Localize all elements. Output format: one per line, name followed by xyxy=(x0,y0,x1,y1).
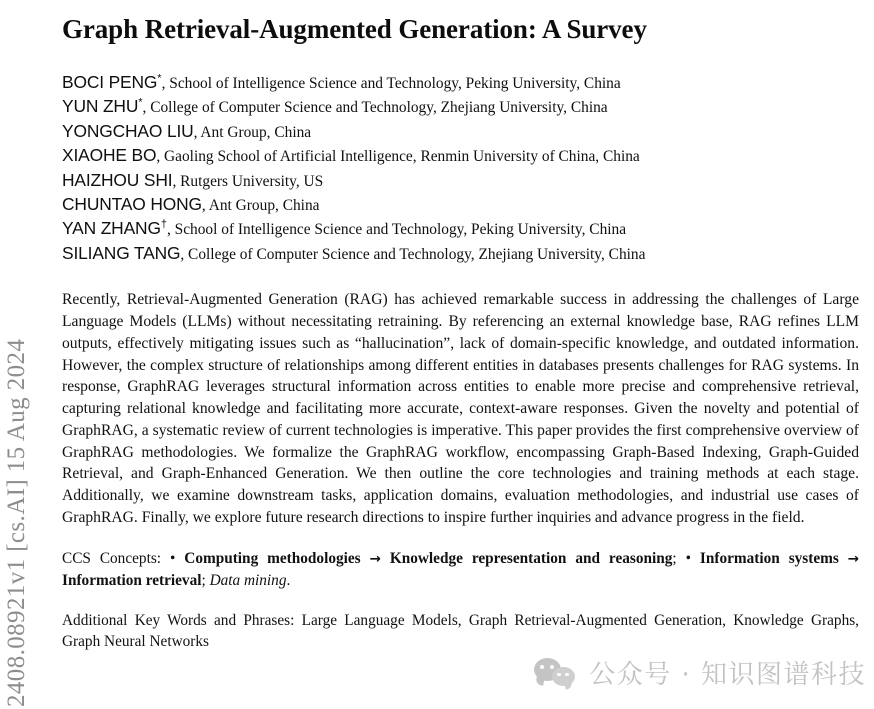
author-affiliation: , Ant Group, China xyxy=(193,123,312,141)
ccs-concepts-paragraph xyxy=(62,548,859,591)
author-affiliation: , Gaoling School of Artificial Intelligence, Renmin University of China, China xyxy=(156,148,640,166)
paper-content-column xyxy=(62,0,862,709)
author-affiliation: , College of Computer Science and Technology, Zhejiang University, China xyxy=(180,245,646,263)
author-name: YUN ZHU xyxy=(62,96,139,117)
ccs-label: CCS Concepts: xyxy=(62,549,162,567)
watermark-text: 公众号 · 知识图谱科技 xyxy=(589,660,866,690)
author-name: HAIZHOU SHI xyxy=(62,169,173,190)
ccs-category: Computing methodologies xyxy=(184,549,361,567)
author-affiliation: , Ant Group, China xyxy=(201,197,320,215)
author-affiliation: , School of Intelligence Science and Technology, Peking University, China xyxy=(166,221,627,239)
ccs-separator: ; xyxy=(672,549,677,567)
arxiv-stamp xyxy=(0,0,37,709)
ccs-bullet: • xyxy=(685,549,691,567)
keywords-paragraph xyxy=(62,610,859,652)
author-line xyxy=(62,95,862,119)
ccs-concept: Knowledge representation and reasoning xyxy=(389,549,673,567)
author-name: SILIANG TANG xyxy=(62,242,181,263)
author-line xyxy=(62,144,862,168)
author-name: CHUNTAO HONG xyxy=(62,194,202,215)
keywords-label: Additional Key Words and Phrases: xyxy=(62,611,295,629)
author-line xyxy=(62,169,862,193)
author-name: BOCI PENG xyxy=(62,72,158,92)
abstract-paragraph: Recently, Retrieval-Augmented Generation (RAG) has achieved remarkable success in addressing the challenges of Large Language Models (LLMs) without necessitating retraining. By referencing an external knowledge base, RAG refines LLM outputs, effectively mitigating issues such as “hallucination”, lack of domain-specific knowledge, and outdated information. However, the complex structure of relationships among different entities in databases presents challenges for RAG systems. In response, GraphRAG leverages structural information across entities to enable more precise and comprehensive retrieval, capturing relational knowledge and facilitating more accurate, context-aware responses. Given the novelty and potential of GraphRAG, a systematic review of current technologies is imperative. This paper provides the first comprehensive overview of GraphRAG methodologies. We formalize the GraphRAG workflow, encompassing Graph-Based Indexing, Graph-Guided Retrieval, and Graph-Enhanced Generation. We then outline the core technologies and training methods at each stage. Additionally, we examine downstream tasks, application domains, evaluation methodologies, and industrial use cases of GraphRAG. Finally, we explore future research directions to inspire further inquiries and advance progress in the field. xyxy=(62,291,859,526)
author-name: YAN ZHANG xyxy=(62,218,161,239)
author-mark: * xyxy=(157,72,162,85)
author-line xyxy=(62,217,862,241)
author-line xyxy=(62,71,862,95)
arrow-icon: → xyxy=(847,550,860,567)
ccs-category: Information systems xyxy=(699,549,839,567)
author-line xyxy=(62,242,862,266)
author-affiliation: , School of Intelligence Science and Technology, Peking University, China xyxy=(161,75,621,92)
ccs-trailing-italic: Data mining xyxy=(209,571,287,589)
ccs-concept: Information retrieval xyxy=(62,571,202,589)
keywords-terms: Large Language Models, Graph Retrieval-Augmented Generation, Knowledge Graphs, Graph Neural Networks xyxy=(62,611,859,650)
author-affiliation: , Rutgers University, US xyxy=(172,172,324,190)
arrow-icon: → xyxy=(369,550,381,567)
page-title: Graph Retrieval-Augmented Generation: A Survey xyxy=(62,14,647,44)
author-name: XIAOHE BO xyxy=(62,145,157,166)
ccs-trailing-period: . xyxy=(286,571,291,589)
ccs-bullet: • xyxy=(169,549,176,567)
author-line xyxy=(62,193,862,217)
author-affiliation: , College of Computer Science and Technology, Zhejiang University, China xyxy=(142,99,608,117)
author-mark: * xyxy=(138,96,143,109)
author-list xyxy=(62,71,862,266)
ccs-separator: ; xyxy=(201,571,206,589)
author-mark: † xyxy=(160,219,167,232)
arxiv-stamp-text: 2408.08921v1 [cs.AI] 15 Aug 2024 xyxy=(3,338,30,707)
author-name: YONGCHAO LIU xyxy=(62,120,194,141)
author-line xyxy=(62,120,862,144)
